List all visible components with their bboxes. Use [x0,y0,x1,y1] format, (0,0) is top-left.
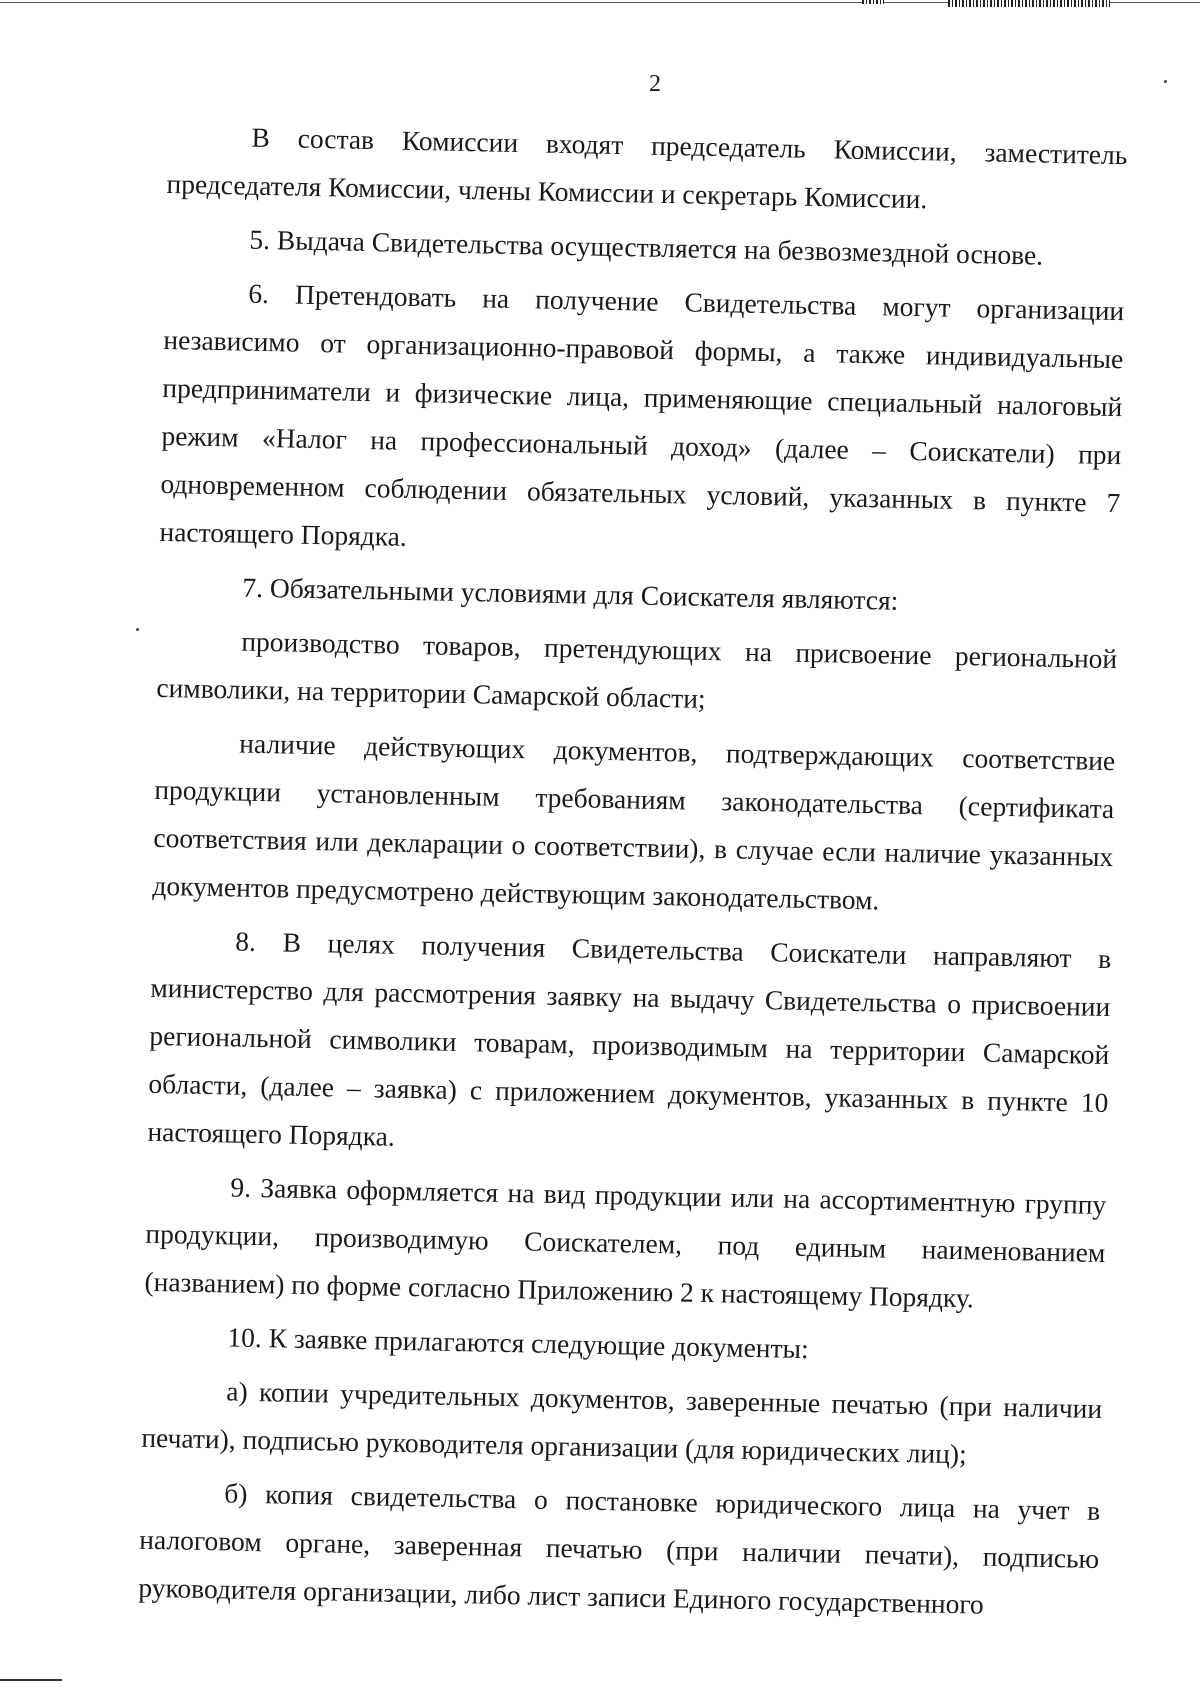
paragraph-7-condition-production: производство товаров, претендующих на присвоение региональной символики, на территории Самарской области; [156,625,1118,714]
paragraph-10-item-a: а) копии учредительных документов, заверенные печатью (при наличии печати), подписью руководителя организации (для юридических лиц); [141,1375,1103,1470]
paragraph-7-condition-documents: наличие действующих документов, подтверждающих соответствие продукции установленным требованиям законодательства (сертификата соответствия или декларации о соответствии), в случае если наличие указанных документов предусмотрено действующим законодательством. [152,727,1116,916]
paragraph-10: 10. К заявке прилагаются следующие документы: [227,1321,810,1365]
document-body [138,112,1128,1637]
scan-barcode-mark [948,0,1110,7]
paragraph-8: 8. В целях получения Свидетельства Соискатели направляют в министерство для рассмотрения заявку на выдачу Свидетельства о присвоении региональной символики товарам, производимым на территории Самарской области, (далее – заявка) с приложением документов, указанных в пункте 10 настоящего Порядка. [147,925,1112,1152]
scan-barcode-mark-small [862,0,884,4]
paragraph-5: 5. Выдача Свидетельства осуществляется на безвозмездной основе. [249,223,1044,271]
paragraph-10-item-b: б) копия свидетельства о постановке юридического лица на учет в налоговом органе, заверенная печатью (при наличии печати), подписью руководителя организации, либо лист записи Единого государственного [138,1477,1101,1620]
paragraph-7: 7. Обязательными условиями для Соискателя являются: [242,571,899,616]
scan-bottom-edge-line [0,1679,62,1681]
scan-speck [136,628,139,631]
page-number: 2 [649,71,661,97]
paragraph-6: 6. Претендовать на получение Свидетельства могут организации независимо от организационно-правовой формы, а также индивидуальные предприниматели и физические лица, применяющие специальный налоговый режим «Налог на профессиональный доход» (далее – Соискатели) при одновременном соблюдении обязательных условий, указанных в пункте 7 настоящего Порядка. [159,277,1125,552]
paragraph-commission-composition: В состав Комиссии входят председатель Комиссии, заместитель председателя Комиссии, члены Комиссии и секретарь Комиссии. [166,121,1128,215]
paragraph-9: 9. Заявка оформляется на вид продукции или на ассортиментную группу продукции, производимую Соискателем, под единым наименованием (названием) по форме согласно Приложению 2 к настоящему Порядку. [144,1171,1107,1314]
